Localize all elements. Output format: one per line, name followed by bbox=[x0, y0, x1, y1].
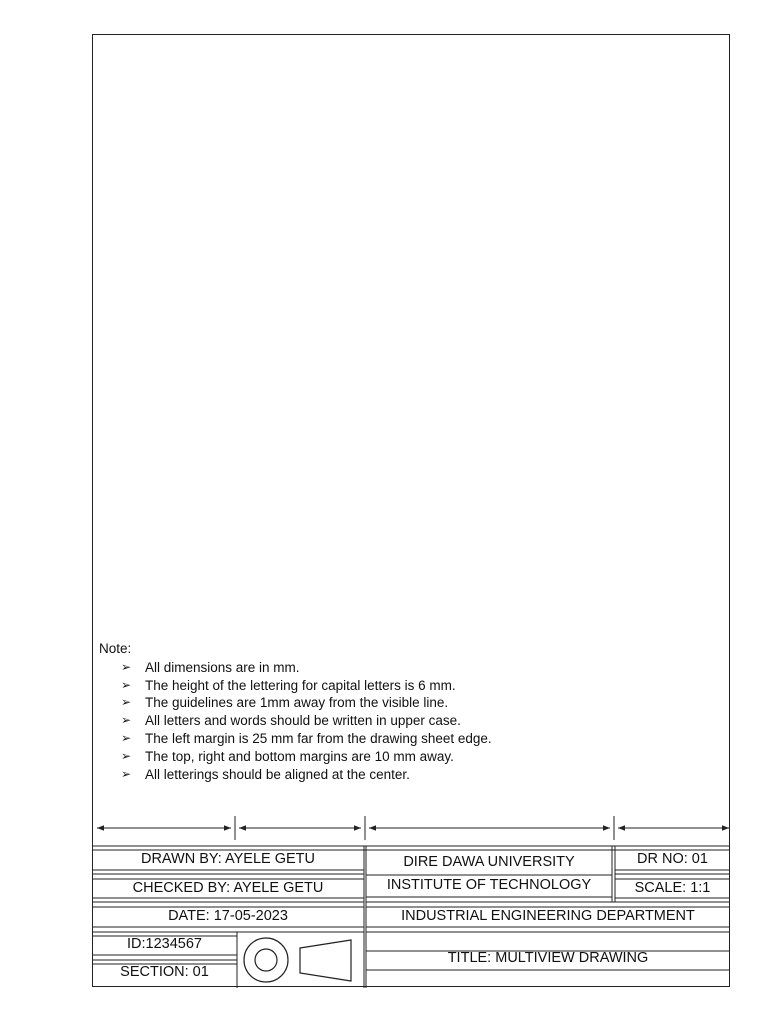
institute-name: INSTITUTE OF TECHNOLOGY bbox=[386, 877, 592, 893]
notes-heading: Note: bbox=[99, 641, 132, 656]
arrow-bullet-icon: ➢ bbox=[121, 748, 132, 763]
department-name: INDUSTRIAL ENGINEERING DEPARTMENT bbox=[401, 908, 695, 924]
drawing-title: TITLE: MULTIVIEW DRAWING bbox=[447, 950, 649, 966]
university-name: DIRE DAWA UNIVERSITY bbox=[403, 854, 575, 870]
arrow-bullet-icon: ➢ bbox=[121, 766, 132, 781]
note-text: The guidelines are 1mm away from the visible line. bbox=[145, 695, 449, 711]
note-text: The height of the lettering for capital letters is 6 mm. bbox=[145, 677, 456, 693]
drawn-by: DRAWN BY: AYELE GETU bbox=[140, 851, 316, 867]
note-text: All dimensions are in mm. bbox=[145, 659, 300, 675]
note-text: The top, right and bottom margins are 10 mm away. bbox=[145, 748, 454, 764]
section: SECTION: 01 bbox=[120, 964, 209, 980]
note-text: The left margin is 25 mm far from the drawing sheet edge. bbox=[145, 730, 492, 746]
note-text: All letters and words should be written in upper case. bbox=[145, 713, 461, 729]
arrow-bullet-icon: ➢ bbox=[121, 713, 132, 728]
arrow-bullet-icon: ➢ bbox=[121, 695, 132, 710]
arrow-bullet-icon: ➢ bbox=[121, 659, 132, 674]
projection-symbol-icon bbox=[244, 938, 351, 982]
arrow-bullet-icon: ➢ bbox=[121, 677, 132, 692]
scale: SCALE: 1:1 bbox=[634, 880, 711, 896]
student-id: ID:1234567 bbox=[127, 936, 202, 952]
date: DATE: 17-05-2023 bbox=[168, 908, 288, 924]
checked-by: CHECKED BY: AYELE GETU bbox=[132, 880, 324, 896]
dimension-lines bbox=[97, 816, 729, 840]
drawing-number: DR NO: 01 bbox=[637, 851, 708, 867]
note-text: All letterings should be aligned at the center. bbox=[145, 766, 410, 782]
arrow-bullet-icon: ➢ bbox=[121, 730, 132, 745]
